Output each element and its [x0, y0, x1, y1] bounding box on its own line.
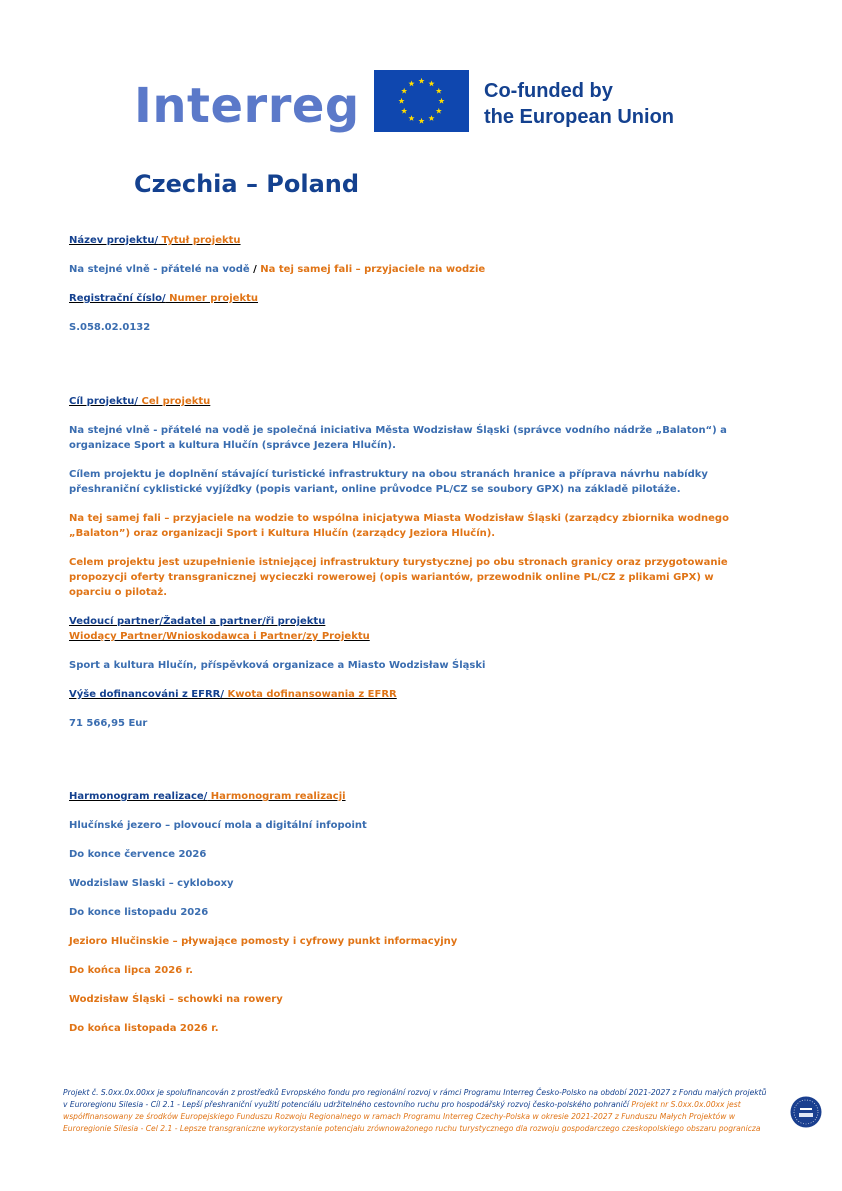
project-name-cz: Na stejné vlně - přátelé na vodě — [69, 264, 250, 275]
interreg-logo: Interreg — [134, 78, 360, 134]
region-title: Czechia – Poland — [134, 170, 360, 198]
partner-heading — [69, 614, 759, 644]
schedule-item: Hlučínské jezero – plovoucí mola a digitální infopoint — [69, 820, 367, 831]
goal-cz-paragraph-1: Na stejné vlně - přátelé na vodě je společná iniciativa Města Wodzisław Śląski (správce vodního nádrže „Balaton“) a organizace Sport a kultura Hlučín (správce Jezera Hlučín). — [69, 425, 727, 451]
goal-heading — [69, 394, 759, 409]
heading-cz: Název projektu/ — [69, 235, 159, 246]
schedule-item: Do konce listopadu 2026 — [69, 907, 209, 918]
heading-pl: Tytuł projektu — [158, 235, 241, 246]
project-name-heading — [69, 233, 759, 248]
heading-cz: Vedoucí partner/Žadatel a partner/ři projektu — [69, 616, 326, 627]
footer-text-cz: Projekt č. S.0xx.0x.00xx je spolufinancován z prostředků Evropského fondu pro regionální rozvoj v rámci Programu Interreg Česko-Polsko na období 2021-2027 z Fondu malých projektů v Euroregionu Silesia - Cíl 2.1 - Lepší přeshraniční využití potenciálu udržitelného cestovního ruchu pro hospodářský rozvoj česko-polského pohraničí — [63, 1088, 767, 1109]
funding-amount: 71 566,95 Eur — [69, 718, 148, 729]
goal-cz-paragraph-2: Cílem projektu je doplnění stávající turistické infrastruktury na obou stranách hranice a příprava návrhu nabídky přeshraniční cyklistické vyjížďky (popis variant, online průvodce PL/CZ se soubory GPX) na základě pilotáže. — [69, 469, 708, 495]
schedule-item: Do końca listopada 2026 r. — [69, 1023, 219, 1034]
schedule-item: Do końca lipca 2026 r. — [69, 965, 193, 976]
project-info — [69, 233, 759, 1036]
goal-pl-paragraph-1: Na tej samej fali – przyjaciele na wodzie to wspólna inicjatywa Miasta Wodzisław Śląski (zarządcy zbiornika wodnego „Balaton”) oraz organizacji Sport i Kultura Hlučín (zarządcy Jeziora Hlučín). — [69, 513, 729, 539]
schedule-item: Wodzisław Śląski – schowki na rowery — [69, 994, 283, 1005]
registration-heading — [69, 291, 759, 306]
schedule-heading — [69, 789, 759, 804]
heading-pl: Kwota dofinansowania z EFRR — [224, 689, 397, 700]
project-name — [69, 262, 759, 277]
heading-pl: Cel projektu — [138, 396, 211, 407]
name-separator: / — [249, 264, 261, 275]
cofunded-line1: Co-funded by — [484, 80, 613, 102]
heading-cz: Cíl projektu/ — [69, 396, 139, 407]
heading-pl: Harmonogram realizacji — [207, 791, 346, 802]
heading-cz: Registrační číslo/ — [69, 293, 166, 304]
heading-pl: Numer projektu — [165, 293, 259, 304]
eu-flag-icon — [374, 70, 469, 132]
footer-text-pl: Projekt nr S.0xx.0x.00xx jest współfinansowany ze środków Europejskiego Funduszu Rozwoju Regionalnego w ramach Programu Interreg Czechy-Polska w okresie 2021-2027 z Funduszu Małych Projektów w Euroregionie Silesia - Cel 2.1 - Lepsze transgraniczne wykorzystanie potencjału zrównoważonego ruchu turystycznego dla rozwoju gospodarczego czeskopolskiego obszaru pogranicza — [63, 1100, 761, 1133]
schedule-item: Jezioro Hlučinskie – pływające pomosty i cyfrowy punkt informacyjny — [69, 936, 458, 947]
registration-number: S.058.02.0132 — [69, 322, 151, 333]
heading-cz: Harmonogram realizace/ — [69, 791, 208, 802]
project-name-pl: Na tej samej fali – przyjaciele na wodzie — [260, 264, 486, 275]
euroregion-badge-icon — [790, 1096, 822, 1128]
funding-heading — [69, 687, 759, 702]
cofunded-label — [484, 78, 674, 130]
footer-note — [63, 1087, 768, 1135]
heading-pl: Wiodący Partner/Wnioskodawca i Partner/zy Projektu — [69, 631, 370, 642]
schedule-item: Do konce července 2026 — [69, 849, 207, 860]
cofunded-line2: the European Union — [484, 106, 674, 128]
schedule-item: Wodzislaw Slaski – cykloboxy — [69, 878, 234, 889]
goal-pl-paragraph-2: Celem projektu jest uzupełnienie istniejącej infrastruktury turystycznej po obu stronach granicy oraz przygotowanie propozycji oferty transgranicznej wycieczki rowerowej (opis wariantów, przewodnik online PL/CZ z plikami GPX) w oparciu o pilotaż. — [69, 557, 728, 598]
heading-cz: Výše dofinancováni z EFRR/ — [69, 689, 225, 700]
partners-text: Sport a kultura Hlučín, příspěvková organizace a Miasto Wodzisław Śląski — [69, 660, 486, 671]
